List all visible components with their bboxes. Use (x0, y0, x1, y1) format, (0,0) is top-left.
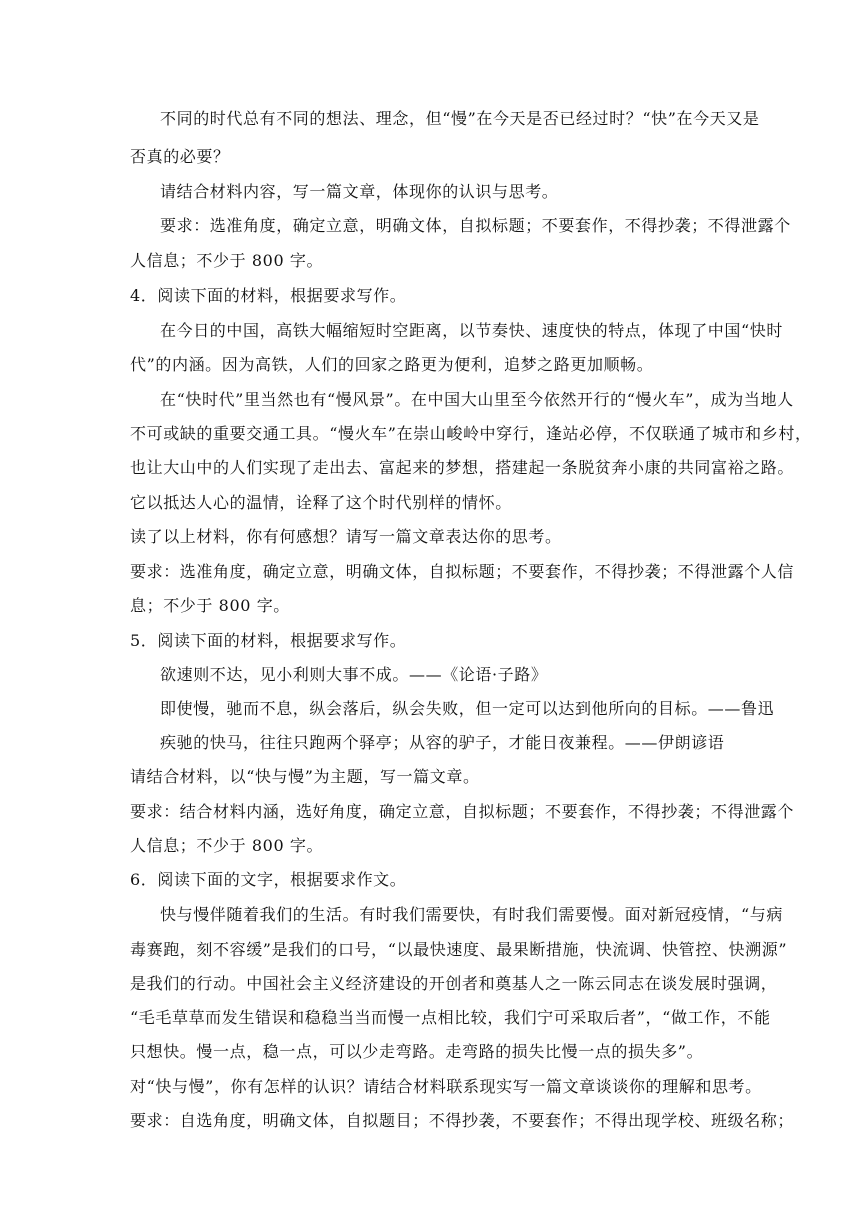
text-line: 否真的必要？ (130, 147, 230, 166)
text-line: 毒赛跑，刻不容缓”是我们的口号，“以最快速度、最果断措施，快流调、快管控、快溯源” (130, 940, 788, 959)
text-line: 要求：结合材料内涵，选好角度，确定立意，自拟标题；不要套作，不得抄袭；不得泄露个 (130, 802, 795, 821)
text-line: 要求：选准角度，确定立意，明确文体，自拟标题；不要套作，不得抄袭；不得泄露个 (160, 216, 791, 235)
text-line: 不可或缺的重要交通工具。“慢火车”在崇山峻岭中穿行，逢站必停，不仅联通了城市和乡村， (130, 424, 812, 443)
quote-line: 即使慢，驰而不息，纵会落后，纵会失败，但一定可以达到他所向的目标。——鲁迅 (160, 699, 775, 718)
text-line: 要求：自选角度，明确文体，自拟题目；不得抄袭，不要套作；不得出现学校、班级名称； (130, 1111, 795, 1130)
text-line: 也让大山中的人们实现了走出去、富起来的梦想，搭建起一条脱贫奔小康的共同富裕之路。 (130, 458, 795, 477)
text-line: 请结合材料，以“快与慢”为主题，写一篇文章。 (130, 767, 480, 786)
text-line: 只想快。慢一点，稳一点，可以少走弯路。走弯路的损失比慢一点的损失多”。 (130, 1042, 704, 1061)
text-line: 读了以上材料，你有何感想？请写一篇文章表达你的思考。 (130, 527, 562, 546)
text-line: 它以抵达人心的温情，诠释了这个时代别样的情怀。 (130, 493, 512, 512)
question-heading: 5．阅读下面的材料，根据要求写作。 (130, 631, 407, 650)
text-line: 请结合材料内容，写一篇文章，体现你的认识与思考。 (160, 182, 559, 201)
text-line: 人信息；不少于 800 字。 (130, 251, 324, 270)
text-line: 要求：选准角度，确定立意，明确文体，自拟标题；不要套作，不得抄袭；不得泄露个人信 (130, 562, 795, 581)
text-line: 在“快时代”里当然也有“慢风景”。在中国大山里至今依然开行的“慢火车”，成为当地人 (160, 390, 794, 409)
text-line: 是我们的行动。中国社会主义经济建设的开创者和奠基人之一陈云同志在谈发展时强调， (130, 974, 778, 993)
text-line: 快与慢伴随着我们的生活。有时我们需要快，有时我们需要慢。面对新冠疫情，“与病 (160, 905, 783, 924)
text-line: 息；不少于 800 字。 (130, 596, 290, 615)
text-line: 对“快与慢”，你有怎样的认识？请结合材料联系现实写一篇文章谈谈你的理解和思考。 (130, 1077, 762, 1096)
quote-line: 疾驰的快马，往往只跑两个驿亭；从容的驴子，才能日夜兼程。——伊朗谚语 (160, 733, 725, 752)
text-line: 在今日的中国，高铁大幅缩短时空距离，以节奏快、速度快的特点，体现了中国“快时 (160, 321, 783, 340)
text-line: 人信息；不少于 800 字。 (130, 836, 324, 855)
text-line: 不同的时代总有不同的想法、理念，但“慢”在今天是否已经过时？“快”在今天又是 (160, 109, 760, 128)
quote-line: 欲速则不达，见小利则大事不成。——《论语·子路》 (160, 665, 548, 684)
question-heading: 4．阅读下面的材料，根据要求写作。 (130, 286, 407, 305)
text-line: “毛毛草草而发生错误和稳稳当当而慢一点相比较，我们宁可采取后者”，“做工作，不能 (130, 1008, 771, 1027)
question-heading: 6．阅读下面的文字，根据要求作文。 (130, 870, 407, 889)
text-line: 代”的内涵。因为高铁，人们的回家之路更为便利，追梦之路更加顺畅。 (130, 355, 654, 374)
